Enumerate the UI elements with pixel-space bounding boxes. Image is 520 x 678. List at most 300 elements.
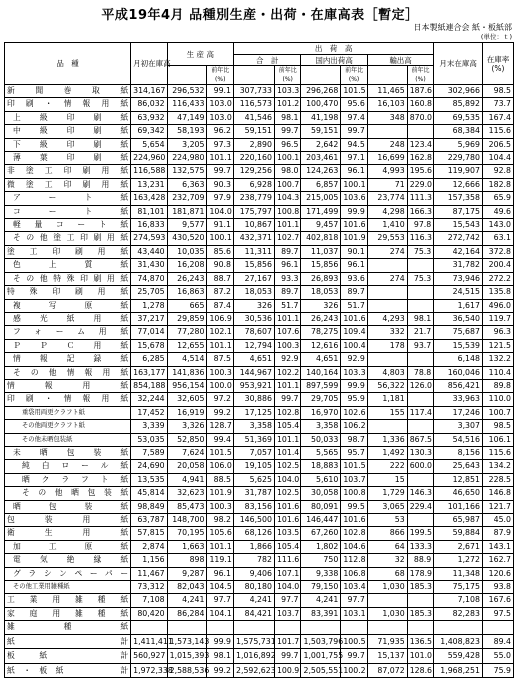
cell-ship-yoy: 102.2 (274, 366, 301, 379)
table-row (5, 607, 514, 620)
cell-dom-yoy: 106.8 (341, 567, 368, 580)
cell-closing: 36,540 (434, 312, 483, 325)
cell-closing: 33,963 (434, 393, 483, 406)
cell-dom: 3,358 (301, 420, 341, 433)
table-row (5, 312, 514, 325)
cell-ship-yoy: 104.3 (274, 192, 301, 205)
cell-prod-yoy: 101.5 (207, 446, 234, 459)
cell-prod-yoy: 97.7 (207, 594, 234, 607)
row-label: 晒クラフト紙 (5, 473, 131, 486)
row-label: 印刷・情報用紙 (5, 98, 131, 111)
cell-prod-yoy: 98.2 (207, 514, 234, 527)
cell-ship: 27,167 (234, 272, 275, 285)
cell-dom-yoy: 101.6 (341, 514, 368, 527)
cell-ship: 30,536 (234, 312, 275, 325)
cell-dom-yoy: 99.5 (341, 500, 368, 513)
cell-ship-yoy: 105.4 (274, 540, 301, 553)
cell-ship: 307,733 (234, 85, 275, 98)
row-label: アート紙 (5, 192, 131, 205)
cell-prod: 6,363 (167, 178, 207, 191)
cell-ship: 238,779 (234, 192, 275, 205)
cell-closing: 1,968,251 (434, 663, 483, 678)
cell-ratio: 182.8 (482, 178, 513, 191)
cell-ratio: 104.4 (482, 152, 513, 165)
table-row (5, 554, 514, 567)
cell-ratio: 63.1 (482, 232, 513, 245)
cell-dom-yoy: 97.4 (341, 111, 368, 124)
cell-ship-yoy (274, 621, 301, 634)
row-label: グラシンペーパー (5, 567, 131, 580)
cell-ratio: 65.9 (482, 192, 513, 205)
cell-dom: 1,802 (301, 540, 341, 553)
cell-dom-yoy: 89.7 (341, 286, 368, 299)
cell-exp-yoy: 123.4 (407, 138, 434, 151)
cell-dom-yoy: 112.8 (341, 554, 368, 567)
cell-ship: 953,921 (234, 379, 275, 392)
cell-ratio: 89.8 (482, 379, 513, 392)
cell-ship-yoy: 99.7 (274, 649, 301, 664)
cell-closing: 856,421 (434, 379, 483, 392)
header-ship-value (234, 66, 275, 85)
cell-exp: 332 (367, 326, 407, 339)
table-row (5, 245, 514, 258)
cell-ship-yoy: 102.5 (274, 487, 301, 500)
row-label: 塗工印刷用紙 (5, 245, 131, 258)
cell-ship-yoy: 101.1 (274, 219, 301, 232)
cell-ship: 782 (234, 554, 275, 567)
cell-closing: 559,428 (434, 649, 483, 664)
row-label: 紙・板紙 計 (5, 663, 131, 678)
cell-ratio: 110.0 (482, 393, 513, 406)
cell-ratio: 92.8 (482, 165, 513, 178)
table-row (5, 232, 514, 245)
cell-ratio: 272.2 (482, 272, 513, 285)
cell-opening: 37,217 (131, 312, 168, 325)
cell-exp-yoy: 229.4 (407, 500, 434, 513)
cell-dom: 402,818 (301, 232, 341, 245)
cell-prod: 58,193 (167, 125, 207, 138)
table-row (5, 125, 514, 138)
cell-opening: 17,452 (131, 406, 168, 419)
table-row (5, 527, 514, 540)
cell-dom-yoy: 103.3 (341, 366, 368, 379)
cell-prod: 20,058 (167, 460, 207, 473)
cell-closing: 272,742 (434, 232, 483, 245)
cell-ship-yoy: 103.5 (274, 527, 301, 540)
cell-exp (367, 299, 407, 312)
table-row (5, 259, 514, 272)
cell-dom-yoy: 100.1 (341, 178, 368, 191)
cell-ratio: 146.8 (482, 487, 513, 500)
cell-ship: 3,358 (234, 420, 275, 433)
cell-dom-yoy: 103.4 (341, 581, 368, 594)
cell-exp: 16,699 (367, 152, 407, 165)
cell-exp-yoy: 93.7 (407, 339, 434, 352)
cell-exp: 1,492 (367, 446, 407, 459)
cell-ratio: 87.9 (482, 527, 513, 540)
cell-exp-yoy: 229.0 (407, 178, 434, 191)
cell-opening: 43,440 (131, 245, 168, 258)
cell-ship: 10,867 (234, 219, 275, 232)
cell-prod-yoy: 106.0 (207, 460, 234, 473)
cell-prod: 232,709 (167, 192, 207, 205)
cell-prod: 956,154 (167, 379, 207, 392)
row-label: 包装用紙 (5, 514, 131, 527)
cell-exp-yoy (407, 393, 434, 406)
cell-prod-yoy: 101.1 (207, 540, 234, 553)
cell-dom: 750 (301, 554, 341, 567)
cell-closing: 5,969 (434, 138, 483, 151)
cell-dom: 67,260 (301, 527, 341, 540)
cell-dom-yoy: 102.8 (341, 527, 368, 540)
cell-exp: 53 (367, 514, 407, 527)
cell-ratio: 120.6 (482, 567, 513, 580)
cell-ship: 129,256 (234, 165, 275, 178)
header-stock-ratio: 在庫率 (%) (482, 43, 513, 85)
cell-closing: 25,643 (434, 460, 483, 473)
cell-dom: 1,503,796 (301, 634, 341, 649)
cell-closing: 3,307 (434, 420, 483, 433)
cell-dom: 146,447 (301, 514, 341, 527)
cell-exp: 87,072 (367, 663, 407, 678)
cell-dom: 83,391 (301, 607, 341, 620)
organization-name: 日本製紙連合会 紙・板紙部 (413, 23, 512, 32)
cell-ratio: 496.0 (482, 299, 513, 312)
cell-prod-yoy: 88.7 (207, 272, 234, 285)
cell-exp: 348 (367, 111, 407, 124)
cell-exp-yoy: 116.3 (407, 232, 434, 245)
cell-exp-yoy: 133.3 (407, 540, 434, 553)
cell-prod-yoy: 102.1 (207, 326, 234, 339)
cell-exp-yoy (407, 286, 434, 299)
cell-exp (367, 621, 407, 634)
cell-ship: 6,928 (234, 178, 275, 191)
cell-exp-yoy: 166.3 (407, 205, 434, 218)
cell-prod-yoy: 90.3 (207, 178, 234, 191)
cell-prod-yoy: 101.9 (207, 487, 234, 500)
cell-ship-yoy: 101.6 (274, 514, 301, 527)
cell-exp: 64 (367, 540, 407, 553)
row-label: 未晒包装紙 (5, 446, 131, 459)
cell-ship-yoy: 89.7 (274, 286, 301, 299)
header-domestic: 国内出荷高 (301, 55, 367, 66)
cell-exp-yoy: 187.6 (407, 85, 434, 98)
cell-prod-yoy: 100.3 (207, 500, 234, 513)
cell-prod: 9,577 (167, 219, 207, 232)
cell-ship: 4,651 (234, 353, 275, 366)
row-label: 非塗工印刷用紙 (5, 165, 131, 178)
cell-dom: 9,457 (301, 219, 341, 232)
cell-ship: 1,575,731 (234, 634, 275, 649)
cell-closing: 75,175 (434, 581, 483, 594)
cell-prod (167, 621, 207, 634)
cell-ship-yoy: 96.5 (274, 138, 301, 151)
table-row (5, 299, 514, 312)
cell-dom-yoy: 51.7 (341, 299, 368, 312)
cell-exp-yoy: 117.4 (407, 406, 434, 419)
cell-opening: 560,927 (131, 649, 168, 664)
header-dom-value (301, 66, 341, 85)
cell-opening: 63,787 (131, 514, 168, 527)
table-row (5, 420, 514, 433)
cell-exp: 71 (367, 178, 407, 191)
cell-prod: 1,663 (167, 540, 207, 553)
row-label: 感光紙用紙 (5, 312, 131, 325)
cell-prod-yoy: 87.2 (207, 286, 234, 299)
cell-ship-yoy: 98.0 (274, 165, 301, 178)
cell-ship: 18,053 (234, 286, 275, 299)
cell-dom-yoy: 96.1 (341, 165, 368, 178)
cell-dom-yoy: 99.7 (341, 649, 368, 664)
cell-ratio: 167.4 (482, 111, 513, 124)
cell-exp: 29,553 (367, 232, 407, 245)
cell-dom-yoy: 101.9 (341, 232, 368, 245)
cell-ship: 78,607 (234, 326, 275, 339)
cell-dom: 171,499 (301, 205, 341, 218)
table-row (5, 98, 514, 111)
production-table (4, 42, 514, 678)
cell-ship: 51,369 (234, 433, 275, 446)
cell-dom-yoy: 93.6 (341, 272, 368, 285)
cell-opening: 25,705 (131, 286, 168, 299)
cell-exp: 15 (367, 473, 407, 486)
cell-ship-yoy: 51.7 (274, 299, 301, 312)
cell-prod: 32,605 (167, 393, 207, 406)
cell-closing: 73,946 (434, 272, 483, 285)
cell-exp (367, 286, 407, 299)
cell-dom-yoy: 95.7 (341, 446, 368, 459)
cell-dom: 5,610 (301, 473, 341, 486)
cell-exp-yoy (407, 299, 434, 312)
cell-exp: 3,065 (367, 500, 407, 513)
cell-prod-yoy: 87.4 (207, 299, 234, 312)
cell-dom: 16,970 (301, 406, 341, 419)
cell-ratio: 200.4 (482, 259, 513, 272)
cell-ratio: 89.4 (482, 634, 513, 649)
table-row (5, 581, 514, 594)
cell-dom-yoy: 100.4 (341, 339, 368, 352)
cell-ratio: 97.5 (482, 607, 513, 620)
cell-exp-yoy (407, 473, 434, 486)
cell-closing: 15,539 (434, 339, 483, 352)
cell-opening: 5,654 (131, 138, 168, 151)
cell-ship: 19,105 (234, 460, 275, 473)
cell-ratio: 115.6 (482, 125, 513, 138)
cell-prod: 16,208 (167, 259, 207, 272)
cell-prod-yoy: 99.9 (207, 634, 234, 649)
cell-ship-yoy: 100.8 (274, 205, 301, 218)
cell-opening: 11,467 (131, 567, 168, 580)
cell-prod: 12,655 (167, 339, 207, 352)
row-label: 工業用雑種紙 (5, 594, 131, 607)
cell-ship: 220,160 (234, 152, 275, 165)
cell-exp-yoy: 146.3 (407, 487, 434, 500)
cell-ship: 17,125 (234, 406, 275, 419)
cell-prod-yoy: 103.0 (207, 111, 234, 124)
cell-dom-yoy: 103.1 (341, 607, 368, 620)
cell-opening: 80,420 (131, 607, 168, 620)
cell-opening: 7,108 (131, 594, 168, 607)
cell-dom: 897,599 (301, 379, 341, 392)
cell-exp: 23,774 (367, 192, 407, 205)
cell-ship-yoy: 92.9 (274, 353, 301, 366)
cell-dom: 29,705 (301, 393, 341, 406)
row-label: 微塗工印刷用紙 (5, 178, 131, 191)
cell-closing: 24,515 (434, 286, 483, 299)
row-label: その他両更クラフト紙 (5, 420, 131, 433)
cell-ratio: 228.5 (482, 473, 513, 486)
row-label: フォーム用紙 (5, 326, 131, 339)
cell-ship: 4,241 (234, 594, 275, 607)
cell-closing: 82,283 (434, 607, 483, 620)
cell-ratio: 93.8 (482, 581, 513, 594)
table-row (5, 138, 514, 151)
cell-prod: 148,700 (167, 514, 207, 527)
cell-dom-yoy: 95.9 (341, 393, 368, 406)
cell-closing: 12,851 (434, 473, 483, 486)
cell-ship-yoy: 107.1 (274, 567, 301, 580)
table-row (5, 219, 514, 232)
cell-ship-yoy: 103.7 (274, 607, 301, 620)
cell-prod: 26,243 (167, 272, 207, 285)
cell-dom: 41,198 (301, 111, 341, 124)
cell-ratio: 119.7 (482, 312, 513, 325)
cell-ship: 41,546 (234, 111, 275, 124)
cell-ratio: 167.6 (482, 594, 513, 607)
cell-prod-yoy: 88.5 (207, 473, 234, 486)
cell-dom: 203,461 (301, 152, 341, 165)
table-row (5, 567, 514, 580)
cell-closing: 54,516 (434, 433, 483, 446)
cell-ratio: 372.8 (482, 245, 513, 258)
cell-prod-yoy: 105.6 (207, 527, 234, 540)
cell-ship-yoy: 100.9 (274, 663, 301, 678)
header-prod-value (167, 66, 207, 85)
cell-exp-yoy: 195.6 (407, 165, 434, 178)
cell-ratio: 98.5 (482, 420, 513, 433)
cell-ship: 11,311 (234, 245, 275, 258)
cell-dom: 18,883 (301, 460, 341, 473)
page-title: 平成19年4月 品種別生産・出荷・在庫高表［暫定］ (101, 8, 419, 23)
cell-dom: 26,893 (301, 272, 341, 285)
table-row (5, 500, 514, 513)
table-row (5, 621, 514, 634)
cell-opening: 163,428 (131, 192, 168, 205)
header-dom-yoy: 前年比 (%) (341, 66, 368, 85)
cell-ship-yoy: 99.7 (274, 125, 301, 138)
cell-closing: 302,966 (434, 85, 483, 98)
cell-exp: 866 (367, 527, 407, 540)
table-row (5, 446, 514, 459)
cell-ship: 12,794 (234, 339, 275, 352)
cell-exp-yoy: 867.5 (407, 433, 434, 446)
cell-closing (434, 621, 483, 634)
cell-ship: 116,573 (234, 98, 275, 111)
cell-prod: 77,280 (167, 326, 207, 339)
cell-ship: 30,886 (234, 393, 275, 406)
cell-opening: 16,833 (131, 219, 168, 232)
cell-closing: 12,666 (434, 178, 483, 191)
cell-prod-yoy: 100.3 (207, 366, 234, 379)
table-header (5, 43, 514, 85)
cell-prod-yoy: 100.0 (207, 379, 234, 392)
cell-prod-yoy: 100.1 (207, 232, 234, 245)
cell-dom: 80,091 (301, 500, 341, 513)
cell-opening: 2,874 (131, 540, 168, 553)
cell-closing: 59,884 (434, 527, 483, 540)
cell-closing: 119,907 (434, 165, 483, 178)
cell-ship-yoy: 100.3 (274, 339, 301, 352)
cell-exp-yoy (407, 420, 434, 433)
cell-ship: 68,126 (234, 527, 275, 540)
cell-dom: 2,642 (301, 138, 341, 151)
cell-dom: 15,856 (301, 259, 341, 272)
cell-opening: 15,678 (131, 339, 168, 352)
cell-ship: 31,787 (234, 487, 275, 500)
table-row (5, 540, 514, 553)
cell-closing: 1,617 (434, 299, 483, 312)
cell-dom: 1,001,755 (301, 649, 341, 664)
cell-exp (367, 125, 407, 138)
cell-ship: 5,625 (234, 473, 275, 486)
header-opening-stock: 月初在庫高 (131, 43, 168, 85)
cell-exp: 32 (367, 554, 407, 567)
cell-prod-yoy: 97.3 (207, 138, 234, 151)
cell-exp: 1,336 (367, 433, 407, 446)
cell-opening: 57,815 (131, 527, 168, 540)
cell-dom: 4,651 (301, 353, 341, 366)
cell-dom-yoy: 100.2 (341, 663, 368, 678)
row-label: 印刷・情報用紙 (5, 393, 131, 406)
table-totals (5, 634, 514, 678)
cell-prod: 16,863 (167, 286, 207, 299)
cell-dom: 100,470 (301, 98, 341, 111)
table-row (5, 178, 514, 191)
header-production: 生 産 高 (167, 43, 233, 66)
cell-ship-yoy: 107.6 (274, 326, 301, 339)
cell-opening: 86,032 (131, 98, 168, 111)
cell-prod: 1,015,393 (167, 649, 207, 664)
cell-closing: 46,650 (434, 487, 483, 500)
cell-ship-yoy: 89.7 (274, 245, 301, 258)
cell-exp-yoy: 75.3 (407, 272, 434, 285)
cell-exp (367, 594, 407, 607)
cell-exp-yoy (407, 594, 434, 607)
cell-dom-yoy: 106.2 (341, 420, 368, 433)
cell-dom: 59,151 (301, 125, 341, 138)
table-row (5, 165, 514, 178)
cell-exp-yoy: 178.9 (407, 567, 434, 580)
cell-dom: 79,150 (301, 581, 341, 594)
cell-exp: 1,729 (367, 487, 407, 500)
cell-exp-yoy: 600.0 (407, 460, 434, 473)
table-row (5, 272, 514, 285)
cell-prod: 430,520 (167, 232, 207, 245)
table-row (5, 85, 514, 98)
cell-exp-yoy: 128.6 (407, 663, 434, 678)
cell-dom: 215,005 (301, 192, 341, 205)
cell-ratio: 143.0 (482, 219, 513, 232)
cell-opening: 81,101 (131, 205, 168, 218)
cell-opening: 53,035 (131, 433, 168, 446)
header-exp-value (367, 66, 407, 85)
cell-ship: 83,156 (234, 500, 275, 513)
cell-closing: 75,687 (434, 326, 483, 339)
cell-dom: 6,857 (301, 178, 341, 191)
row-label: 家庭用雑種紙 (5, 607, 131, 620)
cell-opening: 13,535 (131, 473, 168, 486)
cell-exp-yoy: 130.3 (407, 446, 434, 459)
